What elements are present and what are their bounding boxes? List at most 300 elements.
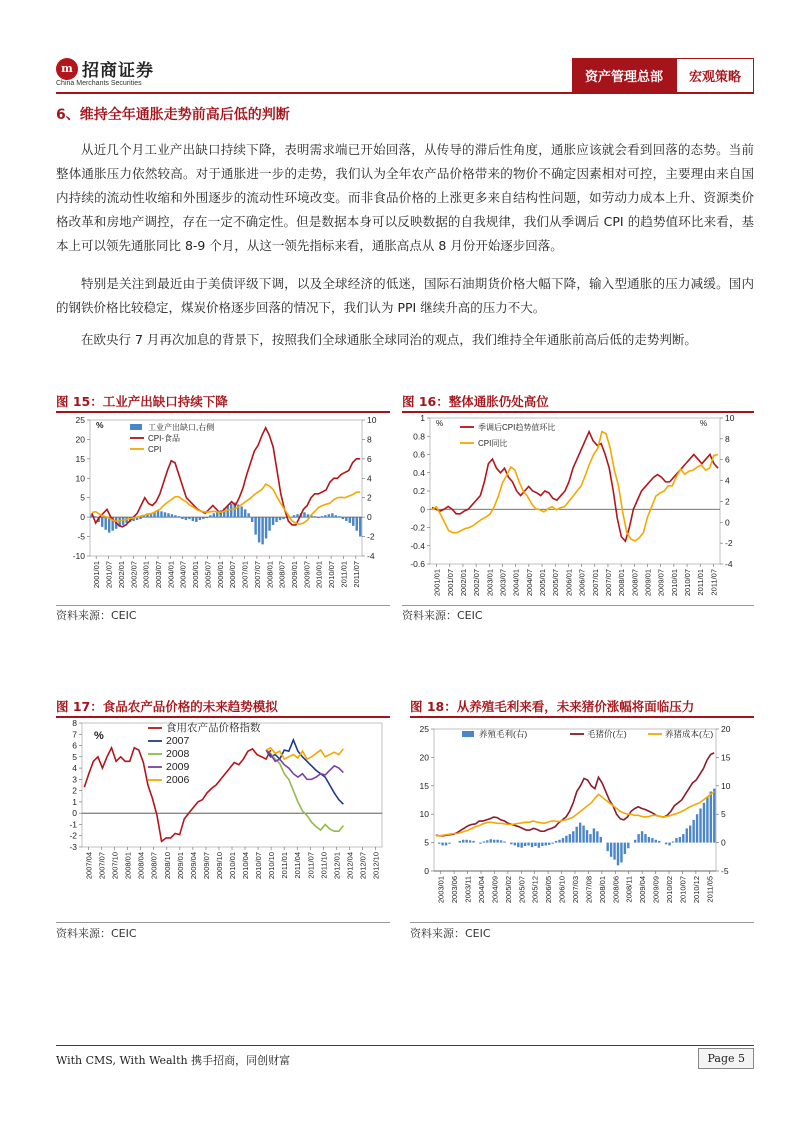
bar-mark	[610, 843, 612, 857]
bar-mark	[627, 843, 629, 849]
bar-mark	[569, 834, 571, 843]
figure-16-chart	[402, 412, 754, 604]
y-tick-label-left: 0	[80, 512, 85, 523]
header-divider	[56, 92, 754, 94]
series-line-2	[92, 484, 360, 524]
x-tick-label: 2011/01	[696, 569, 706, 596]
bar-mark	[472, 841, 474, 843]
bar-mark	[576, 827, 578, 843]
figure-16-title: 图 16：整体通胀仍处高位	[402, 394, 549, 409]
y-tick-label-left: 0	[424, 866, 429, 876]
x-tick-label: 2010/01	[228, 852, 237, 880]
bar-mark	[188, 517, 190, 519]
bar-mark	[441, 843, 443, 846]
y-tick-label-left: 5	[80, 492, 85, 503]
y-tick-label-right: -2	[367, 531, 375, 542]
y-tick-label-left: 5	[424, 837, 429, 848]
bar-mark	[445, 843, 447, 846]
x-tick-label: 2008/07	[277, 561, 287, 589]
bar-mark	[314, 516, 316, 517]
bar-mark	[483, 841, 485, 842]
bar-mark	[479, 843, 481, 844]
bar-mark	[648, 837, 650, 843]
bar-mark	[524, 843, 526, 846]
x-tick-label: 2001/07	[445, 569, 455, 597]
y-tick-label-left: 4	[72, 763, 77, 774]
x-tick-label: 2005/07	[517, 876, 527, 904]
x-tick-label: 2012/10	[371, 852, 381, 880]
bar-mark	[181, 517, 183, 519]
header-tab-department: 资产管理总部	[572, 58, 676, 93]
bar-mark	[438, 843, 440, 844]
page-header	[56, 56, 754, 90]
x-tick-label: 2007/07	[252, 561, 262, 589]
bar-mark	[500, 840, 502, 842]
y-tick-label-right: 8	[725, 433, 730, 444]
legend-label: 2008	[166, 748, 190, 760]
bar-mark	[171, 514, 173, 517]
bar-mark	[150, 514, 152, 517]
y-tick-label-left: 10	[75, 473, 85, 484]
y-tick-label-left: 2	[72, 785, 77, 796]
bar-mark	[641, 831, 643, 842]
x-tick-label: 2010/10	[267, 852, 277, 880]
x-tick-label: 2007/08	[584, 876, 594, 904]
x-tick-label: 2004/09	[490, 876, 500, 904]
bar-mark	[244, 509, 246, 517]
plot-frame	[434, 729, 716, 871]
x-tick-label: 2009/04	[638, 876, 648, 904]
bar-mark	[275, 517, 277, 522]
x-tick-label: 2002/07	[472, 569, 482, 597]
y-tick-label-right: 0	[367, 512, 372, 523]
bar-mark	[104, 517, 106, 530]
bar-mark	[342, 517, 344, 519]
y-tick-label-left: 0.6	[413, 449, 425, 460]
bar-mark	[651, 838, 653, 843]
bar-mark	[534, 843, 536, 846]
bar-mark	[562, 838, 564, 843]
y-tick-label-right: 4	[367, 473, 372, 484]
figure-15-chart	[56, 412, 390, 604]
x-tick-label: 2004/01	[511, 569, 521, 597]
y-tick-label-right: 10	[721, 780, 731, 791]
bar-mark	[296, 514, 298, 517]
legend-label: 养猪成本(左)	[665, 729, 714, 739]
x-tick-label: 2010/07	[254, 852, 264, 880]
logo	[56, 56, 154, 81]
x-tick-label: 2001/07	[104, 561, 114, 589]
y-tick-label-left: -10	[72, 551, 85, 561]
x-tick-label: 2011/10	[319, 852, 329, 879]
x-tick-label: 2009/04	[188, 852, 198, 880]
bar-mark	[303, 512, 305, 517]
bar-mark	[637, 834, 639, 843]
bar-mark	[206, 517, 208, 518]
bar-mark	[586, 830, 588, 842]
bar-mark	[527, 843, 529, 846]
bar-mark	[672, 841, 674, 842]
paragraph-2: 特别是关注到最近由于美债评级下调，以及全球经济的低迷，国际石油期货价格大幅下降，输入型通胀的压力减缓。国内的钢铁价格比较稳定，煤炭价格逐步回落的情况下，我们认为 PPI 继续升高的压力不大。	[56, 276, 754, 315]
bar-mark	[703, 803, 705, 843]
x-tick-label: 2002/01	[116, 561, 126, 589]
x-tick-label: 2012/04	[345, 852, 355, 880]
x-tick-label: 2002/07	[129, 561, 139, 589]
y-tick-label-right: 2	[725, 496, 730, 507]
bar-mark	[531, 843, 533, 848]
y-tick-label-right: 4	[725, 475, 730, 486]
bar-mark	[582, 826, 584, 843]
bar-mark	[469, 840, 471, 842]
y-tick-label-left: 0.8	[413, 431, 425, 442]
y-tick-label-left: 0.4	[413, 467, 425, 478]
bar-mark	[352, 517, 354, 526]
bar-mark	[593, 828, 595, 842]
plot-frame	[82, 723, 382, 847]
bar-mark	[713, 789, 715, 843]
legend-swatch	[462, 731, 474, 737]
x-tick-label: 2006/05	[544, 876, 554, 904]
x-tick-label: 2004/07	[178, 561, 188, 589]
x-tick-label: 2003/07	[498, 569, 508, 597]
bar-mark	[613, 843, 615, 860]
bar-mark	[279, 517, 281, 520]
x-tick-label: 2011/01	[280, 852, 290, 879]
y-tick-label-right: 2	[367, 492, 372, 503]
legend-label: 2007	[166, 735, 190, 747]
figure-17-title: 图 17：食品农产品价格的未来趋势模拟	[56, 699, 278, 714]
y-tick-label-left: -3	[69, 842, 77, 852]
figure-17-source: 资料来源：CEIC	[56, 927, 137, 940]
x-tick-label: 2010/01	[669, 569, 679, 597]
bar-mark	[293, 515, 295, 517]
y-tick-label-left: 20	[75, 434, 85, 445]
legend-label: 养殖毛利(右)	[479, 729, 528, 739]
plot-frame	[90, 420, 362, 556]
bar-mark	[551, 843, 553, 844]
figure-15-source: 资料来源：CEIC	[56, 609, 137, 622]
y-tick-label-left: 7	[72, 729, 77, 740]
bar-mark	[620, 843, 622, 863]
x-tick-label: 2003/06	[450, 876, 460, 904]
bar-mark	[164, 512, 166, 517]
x-tick-label: 2010/07	[678, 876, 688, 904]
bar-mark	[679, 837, 681, 843]
bar-mark	[465, 840, 467, 843]
y-tick-label-left: 0	[420, 504, 425, 515]
bar-mark	[317, 517, 319, 518]
y-tick-label-left: 8	[72, 718, 77, 728]
x-tick-label: 2007/04	[84, 852, 94, 880]
bar-mark	[185, 517, 187, 520]
bar-mark	[139, 517, 141, 519]
x-tick-label: 2005/02	[503, 876, 513, 904]
bar-mark	[178, 516, 180, 517]
y-tick-label-left: 1	[420, 413, 425, 423]
x-tick-label: 2007/01	[590, 569, 600, 597]
x-tick-label: 2005/01	[538, 569, 548, 597]
x-tick-label: 2005/07	[551, 569, 561, 597]
x-tick-label: 2001/01	[432, 569, 442, 597]
bar-mark	[634, 840, 636, 843]
bar-mark	[624, 843, 626, 854]
figure-15-title: 图 15：工业产出缺口持续下降	[56, 394, 228, 409]
bar-mark	[538, 843, 540, 848]
bar-mark	[251, 517, 253, 522]
x-tick-label: 2010/12	[691, 876, 701, 904]
x-tick-label: 2008/07	[630, 569, 640, 597]
y-tick-label-left: 15	[419, 780, 429, 791]
bar-mark	[496, 840, 498, 843]
x-tick-label: 2012/01	[332, 852, 342, 880]
x-tick-label: 2004/07	[524, 569, 534, 597]
bar-mark	[572, 831, 574, 842]
y-tick-label-left: 6	[72, 740, 77, 751]
bar-mark	[558, 840, 560, 843]
bar-mark	[356, 517, 358, 531]
bar-mark	[199, 517, 201, 520]
bar-mark	[359, 517, 361, 536]
series-line-1	[92, 428, 360, 527]
bar-mark	[462, 840, 464, 843]
x-tick-label: 2011/07	[306, 852, 316, 879]
y-tick-label-right: -4	[725, 559, 733, 569]
y-tick-label-right: 8	[367, 434, 372, 445]
x-tick-label: 2010/07	[683, 569, 693, 597]
bar-mark	[247, 513, 249, 517]
bar-mark	[589, 834, 591, 843]
y-tick-label-left: 15	[75, 453, 85, 464]
header-tabs	[572, 58, 754, 93]
bar-mark	[213, 513, 215, 517]
y-tick-label-left: 25	[75, 415, 85, 425]
bar-mark	[600, 837, 602, 843]
bar-mark	[665, 843, 667, 845]
bar-mark	[503, 841, 505, 842]
figure-18-source-rule	[410, 922, 754, 923]
y-tick-label-right: 15	[721, 752, 731, 763]
x-tick-label: 2001/01	[92, 561, 102, 589]
x-tick-label: 2007/07	[97, 852, 107, 880]
bar-mark	[324, 515, 326, 517]
y-tick-label-right: 0	[725, 517, 730, 528]
bar-mark	[240, 506, 242, 517]
header-tab-category: 宏观策略	[676, 58, 754, 93]
legend-swatch	[130, 424, 142, 430]
figure-17-chart	[56, 717, 390, 922]
x-tick-label: 2003/01	[436, 876, 446, 904]
paragraph-1: 从近几个月工业产出缺口持续下降，表明需求端已开始回落，从传导的滞后性角度，通胀应该就会看到回落的态势。当前整体通胀压力依然较高。对于通胀进一步的走势，我们认为全年农产品价格带来的物价不确定因素相对可控，主要理由来自国内持续的流动性收缩和外围逐步的流动性环境改变。而非食品价格的上涨更多来自结构性问题，如劳动力成本上升、资源类价格改革和房地产调控，存在一定不确定性。但是数据本身可以反映数据的自我规律，我们从季调后 CPI 的趋势值环比来看，基本上可以领先通胀同比 8-9 个月，从这一领先指标来看，通胀高点从 8 月份开始逐步回落。	[56, 142, 754, 253]
footer-slogan: With CMS, With Wealth 携手招商，同创财富	[56, 1054, 291, 1067]
y-tick-label-right: -5	[721, 866, 729, 876]
y-tick-label-right: 6	[725, 454, 730, 465]
bar-mark	[617, 843, 619, 866]
bar-mark	[699, 809, 701, 843]
legend-label: 食用农产品价格指数	[166, 722, 261, 734]
bar-mark	[331, 513, 333, 517]
x-tick-label: 2009/07	[656, 569, 666, 597]
x-tick-label: 2009/07	[302, 561, 312, 589]
y-tick-label-left: -2	[69, 830, 77, 841]
x-tick-label: 2010/07	[327, 561, 337, 589]
x-tick-label: 2012/07	[358, 852, 368, 880]
x-tick-label: 2008/06	[611, 876, 621, 904]
bar-mark	[328, 514, 330, 517]
bar-mark	[686, 828, 688, 842]
y-tick-label-left: -0.6	[410, 559, 425, 569]
bar-mark	[689, 826, 691, 843]
y-tick-label-left: 5	[72, 751, 77, 762]
bar-mark	[555, 841, 557, 843]
bar-mark	[658, 841, 660, 843]
y-tick-label-right: 6	[367, 453, 372, 464]
bar-mark	[520, 843, 522, 848]
bar-mark	[258, 517, 260, 542]
x-tick-label: 2008/07	[149, 852, 159, 880]
legend-label: CPI同比	[478, 439, 508, 448]
x-tick-label: 2004/04	[477, 876, 486, 904]
bar-mark	[565, 836, 567, 843]
figure-17-source-rule	[56, 922, 390, 923]
bar-mark	[493, 840, 495, 843]
bar-mark	[490, 839, 492, 842]
bar-mark	[655, 840, 657, 843]
bar-mark	[710, 791, 712, 842]
bar-mark	[195, 517, 197, 522]
bar-mark	[692, 820, 694, 843]
x-tick-label: 2009/10	[214, 852, 224, 880]
y-tick-label-right: -2	[725, 538, 733, 549]
paragraph-3: 在欧央行 7 月再次加息的背景下，按照我们全球通胀全球同治的观点，我们维持全年通胀前高后低的走势判断。	[81, 332, 697, 347]
bar-mark	[682, 834, 684, 843]
y-tick-label-left: -1	[69, 819, 77, 830]
x-tick-label: 2011/07	[351, 561, 361, 588]
bar-mark	[345, 517, 347, 521]
figure-18-source: 资料来源：CEIC	[410, 927, 491, 940]
x-tick-label: 2008/01	[123, 852, 133, 880]
series-line-1	[266, 740, 343, 804]
x-tick-label: 2010/04	[241, 852, 251, 880]
y-tick-label-left: -0.2	[410, 522, 425, 533]
y-unit-label-right: %	[700, 419, 708, 428]
bar-mark	[338, 516, 340, 517]
x-tick-label: 2010/01	[314, 561, 324, 589]
x-tick-label: 2010/02	[665, 876, 674, 904]
bar-mark	[706, 797, 708, 842]
figure-16-source: 资料来源：CEIC	[402, 609, 483, 622]
bar-mark	[596, 831, 598, 842]
y-unit-label: %	[96, 420, 104, 430]
bar-mark	[192, 517, 194, 521]
figure-18-chart	[410, 717, 754, 922]
x-tick-label: 2011/05	[705, 876, 715, 903]
x-tick-label: 2002/01	[458, 569, 468, 597]
bar-mark	[675, 838, 677, 843]
legend-label: CPI-食品	[148, 434, 180, 443]
bar-mark	[265, 517, 267, 538]
legend-label: 季调后CPI趋势值环比	[478, 423, 556, 432]
x-tick-label: 2006/01	[564, 569, 574, 597]
bar-mark	[335, 515, 337, 517]
bar-mark	[668, 843, 670, 846]
y-tick-label-right: 10	[367, 415, 377, 425]
bar-mark	[644, 834, 646, 843]
legend-label: 毛猪价(左)	[587, 729, 627, 739]
x-tick-label: 2007/07	[603, 569, 613, 597]
x-tick-label: 2007/01	[240, 561, 250, 589]
bar-mark	[261, 517, 263, 544]
y-tick-label-left: 3	[72, 774, 77, 785]
x-tick-label: 2003/01	[485, 569, 495, 597]
y-tick-label-right: -4	[367, 551, 375, 561]
legend-label: CPI	[148, 445, 162, 454]
y-tick-label-left: -5	[77, 531, 85, 542]
y-unit-label: %	[94, 730, 104, 742]
bar-mark	[541, 843, 543, 846]
bar-mark	[517, 843, 519, 848]
y-tick-label-left: 10	[419, 809, 429, 820]
x-tick-label: 2006/10	[557, 876, 567, 904]
x-tick-label: 2009/01	[643, 569, 653, 597]
y-tick-label-left: 20	[419, 752, 429, 763]
bar-mark	[167, 513, 169, 517]
bar-mark	[268, 517, 270, 531]
y-tick-label-right: 20	[721, 724, 731, 734]
bar-mark	[321, 516, 323, 517]
bar-mark	[209, 515, 211, 517]
y-tick-label-right: 0	[721, 837, 726, 848]
x-tick-label: 2003/01	[141, 561, 151, 589]
x-tick-label: 2009/01	[175, 852, 185, 880]
footer-divider	[56, 1045, 754, 1046]
x-tick-label: 2009/01	[290, 561, 299, 589]
legend-label: 2009	[166, 761, 190, 773]
x-tick-label: 2011/01	[339, 561, 349, 588]
bar-mark	[174, 515, 176, 517]
figure-18-title: 图 18：从养殖毛利来看，未来猪价涨幅将面临压力	[410, 699, 695, 714]
x-tick-label: 2008/11	[624, 876, 634, 903]
x-tick-label: 2003/07	[154, 561, 163, 589]
y-tick-label-left: 25	[419, 724, 429, 734]
x-tick-label: 2011/07	[709, 569, 719, 596]
y-unit-label-left: %	[436, 419, 444, 428]
bar-mark	[349, 517, 351, 523]
y-tick-label-left: 1	[72, 796, 77, 807]
bar-mark	[307, 514, 309, 517]
bar-mark	[606, 843, 608, 852]
bar-mark	[254, 517, 256, 534]
bar-mark	[101, 517, 103, 527]
logo-subtext: China Merchants Securities	[56, 80, 142, 87]
y-tick-label-left: 0.2	[413, 486, 425, 496]
x-tick-label: 2007/03	[571, 876, 580, 904]
bar-mark	[202, 517, 204, 519]
bar-mark	[94, 516, 96, 517]
figure-15-source-rule	[56, 605, 390, 606]
x-tick-label: 2007/10	[110, 852, 120, 880]
x-tick-label: 2008/01	[265, 561, 275, 589]
y-tick-label-left: -0.4	[410, 540, 425, 551]
x-tick-label: 2008/10	[162, 852, 172, 880]
bar-mark	[486, 840, 488, 842]
legend-label: 2006	[166, 774, 190, 786]
y-tick-label-right: 10	[725, 413, 735, 423]
bar-mark	[160, 511, 162, 517]
series-line-1	[432, 432, 718, 542]
x-tick-label: 2006/07	[228, 561, 238, 589]
series-line-1	[436, 753, 714, 836]
logo-text: 招商证券	[82, 61, 154, 81]
